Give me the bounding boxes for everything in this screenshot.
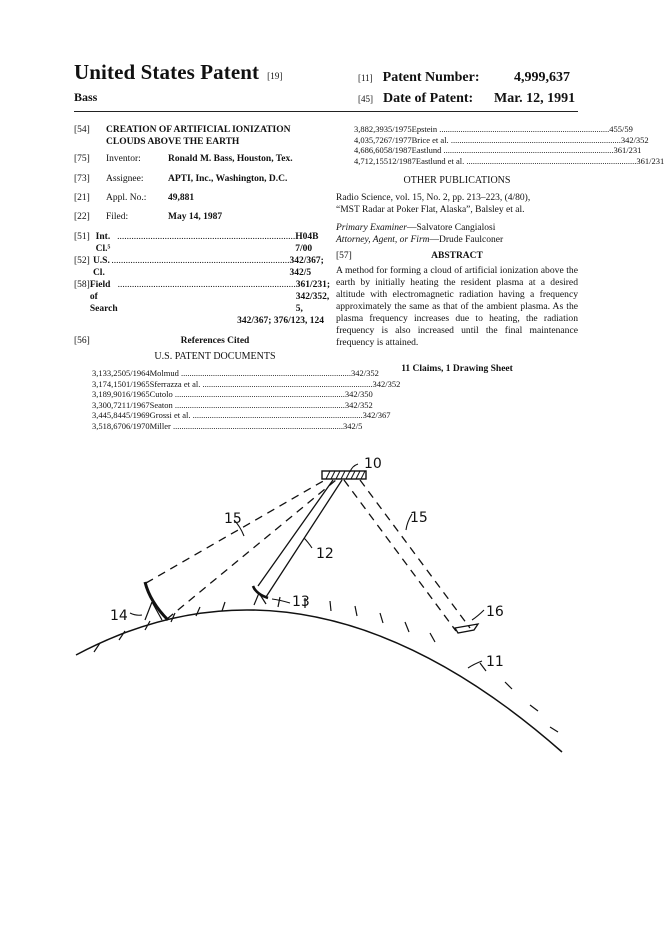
bib-inventor	[74, 153, 324, 165]
bib-title-line2: CLOUDS ABOVE THE EARTH	[106, 137, 240, 147]
assignee-code: [73]	[74, 174, 90, 184]
ref-number: 4,035,726	[354, 134, 388, 145]
bib-title-2	[74, 136, 324, 148]
inventor-code: [75]	[74, 154, 90, 164]
bib-appl	[74, 192, 324, 204]
primary-examiner-label: Primary Examiner	[336, 223, 407, 234]
earth-surface	[76, 610, 562, 752]
appl-label: Appl. No.:	[106, 193, 147, 203]
label-12: 12	[316, 546, 334, 562]
intcl-value: H04B 7/00	[295, 232, 319, 254]
bib-uscl	[74, 255, 324, 279]
ref-date: 5/1964	[126, 368, 150, 378]
ref-class: 342/352	[344, 399, 373, 410]
filed-label: Filed:	[106, 212, 129, 222]
label-10: 10	[364, 456, 382, 472]
appl-value: 49,881	[168, 193, 195, 203]
primary-examiner	[336, 222, 578, 234]
abstract-title: ABSTRACT	[431, 251, 483, 262]
ref-number: 3,445,844	[92, 410, 126, 421]
fos-dots: ...........................................................................	[117, 280, 296, 290]
date-code: [45]	[358, 94, 373, 104]
ref-row	[354, 124, 633, 135]
label-15-left: 15	[224, 511, 242, 527]
bib-title-line1: CREATION OF ARTIFICIAL IONIZATION	[106, 125, 291, 135]
appl-code: [21]	[74, 193, 90, 203]
bib-right-column	[336, 124, 664, 375]
inventor-value: Ronald M. Bass, Houston, Tex.	[168, 154, 293, 164]
intcl-label: Int. Cl.⁵	[95, 232, 111, 254]
refs-code: [56]	[74, 336, 90, 346]
uscl-label: U.S. Cl.	[92, 256, 110, 278]
attorney	[336, 234, 578, 246]
filed-code: [22]	[74, 212, 90, 222]
uscl-value: 342/367; 342/5	[289, 256, 324, 278]
ref-number: 3,300,721	[92, 399, 126, 410]
label-16: 16	[486, 604, 504, 620]
ref-date: 1/1967	[126, 399, 150, 410]
ref-inventor: Epstein .....	[412, 124, 610, 135]
abstract-code: [57]	[336, 251, 352, 262]
patent-title	[74, 60, 283, 85]
other-pubs-title: OTHER PUBLICATIONS	[403, 175, 511, 187]
intcl-code: [51]	[74, 232, 90, 242]
ref-row	[92, 368, 379, 379]
patent-number-code: [11]	[358, 73, 373, 83]
ref-inventor: Cutolo .....	[150, 389, 345, 400]
ref-date: 12/1987	[388, 155, 416, 166]
ref-date: 6/1965	[126, 389, 150, 400]
bib-title-code: [54]	[74, 125, 90, 135]
date-label: Date of Patent:	[383, 91, 474, 106]
ref-number: 3,133,250	[92, 368, 126, 378]
patent-number-row	[358, 70, 479, 86]
patent-drawing	[0, 380, 640, 800]
ref-class: 342/5	[343, 420, 363, 431]
other-pubs-line1: Radio Science, vol. 15, No. 2, pp. 213–223, (4/80),	[336, 193, 531, 204]
bib-fos	[74, 279, 331, 315]
solid-rays	[258, 480, 342, 597]
refs-title: References Cited	[180, 336, 250, 346]
ref-date: 5/1975	[388, 124, 412, 134]
label-15-right: 15	[410, 510, 428, 526]
fos-label: Field of Search	[89, 280, 118, 314]
ref-class: 361/231	[636, 155, 664, 166]
filed-value: May 14, 1987	[168, 212, 223, 222]
leader-lines	[130, 464, 484, 668]
intcl-dots: ...........................................................................	[117, 232, 296, 242]
label-14: 14	[110, 608, 128, 624]
us-refs-list-cont	[336, 124, 664, 166]
ref-class: 342/352	[372, 378, 401, 389]
assignee-value: APTI, Inc., Washington, D.C.	[168, 174, 288, 184]
ref-date: 1/1965	[126, 378, 150, 389]
ref-number: 4,686,605	[354, 145, 388, 156]
inventor-surname: Bass	[74, 90, 98, 104]
bib-assignee	[74, 173, 324, 185]
receiver-16	[455, 624, 478, 633]
ref-number: 3,174,150	[92, 378, 126, 389]
other-pubs-line2: “MST Radar at Poker Flat, Alaska”, Balsley et al.	[336, 205, 525, 216]
label-13: 13	[292, 594, 310, 610]
inventor-label: Inventor:	[106, 154, 141, 164]
fos-value-2: 342/367; 376/123, 124	[237, 316, 324, 326]
primary-examiner-value: —Salvatore Cangialosi	[406, 223, 496, 234]
ref-number: 3,882,393	[354, 124, 388, 134]
header-divider	[74, 111, 578, 112]
patent-date: Mar. 12, 1991	[494, 91, 576, 106]
ref-row	[354, 145, 642, 156]
bib-title	[74, 124, 324, 136]
ref-inventor: Brice et al. .....	[412, 135, 621, 146]
ref-inventor: Molmud .....	[150, 368, 351, 379]
ref-class: 342/367	[362, 410, 391, 421]
ref-class: 342/350	[344, 389, 373, 400]
ref-inventor: Seaton .....	[150, 400, 345, 411]
fos-code: [58]	[74, 280, 90, 290]
bib-filed	[74, 211, 324, 223]
fos-value-1: 361/231; 342/352, 5,	[295, 280, 331, 314]
attorney-label: Attorney, Agent, or Firm	[336, 235, 430, 246]
date-row	[358, 91, 473, 107]
assignee-label: Assignee:	[106, 174, 144, 184]
ref-class: 342/352	[620, 134, 649, 145]
abstract-heading	[336, 250, 578, 262]
attorney-value: —Drude Faulconer	[429, 235, 504, 246]
ref-inventor: Sferrazza et al. .....	[150, 379, 373, 390]
ref-inventor: Eastlund et al. .....	[416, 156, 637, 167]
abstract-text: A method for forming a cloud of artificial ionization above the earth by initially heating the resident plasma at a desired altitude with electromagnetic radiation having a frequency approximately the same as that of the ambient plasma. As the plasma frequency increases due to heating, the radiation frequency is also increased until the final maintenance frequency is attained.	[336, 265, 578, 349]
title-code: [19]	[267, 71, 283, 81]
uscl-code: [52]	[74, 256, 90, 266]
label-11: 11	[486, 654, 504, 670]
uscl-dots: ...........................................................................	[111, 256, 290, 266]
ref-number: 3,189,901	[92, 389, 126, 400]
ref-inventor: Eastlund .....	[412, 145, 614, 156]
ref-class: 342/352	[351, 368, 379, 378]
ref-inventor: Miller .....	[150, 421, 343, 432]
ref-class: 455/59	[609, 124, 633, 134]
patent-number: 4,999,637	[514, 70, 570, 85]
element-10-hatch	[326, 471, 365, 479]
ref-number: 4,712,155	[354, 155, 388, 166]
bib-refs	[74, 335, 324, 347]
bib-intcl	[74, 231, 324, 255]
ref-row	[354, 134, 649, 146]
ref-inventor: Grossi et al. .....	[150, 410, 363, 421]
patent-number-label: Patent Number:	[382, 70, 480, 85]
ref-class: 361/231	[613, 145, 642, 156]
us-docs-title: U.S. PATENT DOCUMENTS	[154, 351, 276, 362]
ref-row	[354, 155, 664, 167]
claims-count: 11 Claims, 1 Drawing Sheet	[401, 364, 513, 375]
antenna-14-dish	[145, 582, 168, 620]
ref-date: 5/1969	[126, 410, 150, 421]
ref-date: 7/1977	[388, 134, 412, 145]
ref-date: 8/1987	[388, 145, 412, 156]
title-text: United States Patent	[74, 60, 260, 84]
ref-number: 3,518,670	[92, 420, 126, 431]
ref-date: 6/1970	[126, 420, 150, 431]
